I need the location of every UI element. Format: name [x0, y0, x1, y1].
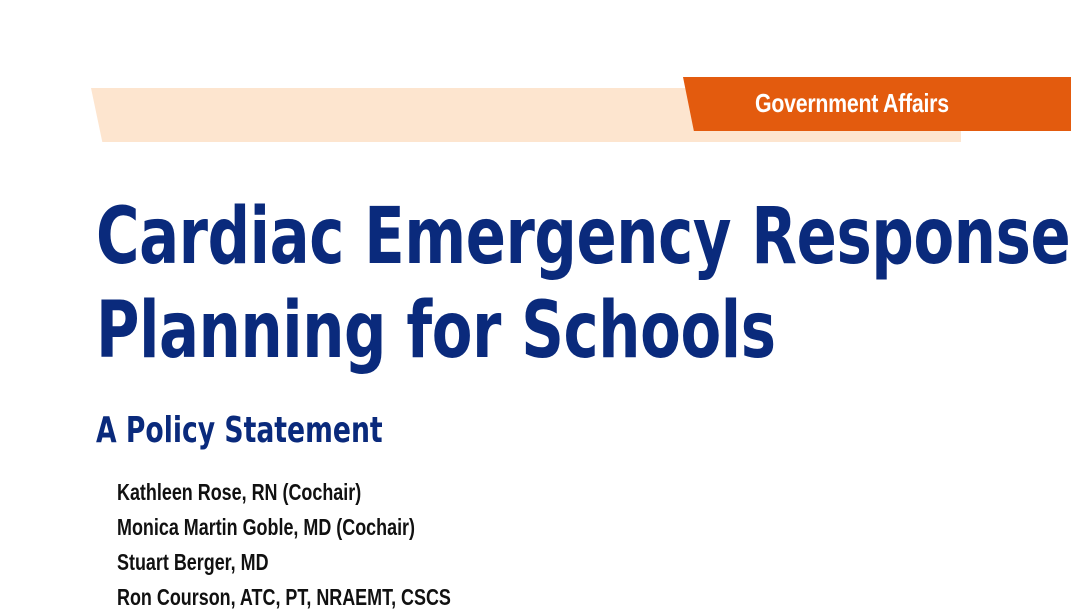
- author-name: Stuart Berger, MD: [117, 549, 269, 575]
- document-title: [96, 190, 1070, 378]
- document-title-line-2: Planning for Schools: [96, 286, 776, 376]
- author-list: [117, 475, 451, 615]
- author-name: Ron Courson, ATC, PT, NRAEMT, CSCS: [117, 584, 451, 610]
- author-name: Monica Martin Goble, MD (Cochair): [117, 514, 416, 540]
- document-title-line-1: Cardiac Emergency Response: [96, 192, 1071, 282]
- author-name: Kathleen Rose, RN (Cochair): [117, 479, 362, 505]
- section-label: Government Affairs: [755, 88, 949, 118]
- document-subtitle: A Policy Statement: [96, 410, 383, 451]
